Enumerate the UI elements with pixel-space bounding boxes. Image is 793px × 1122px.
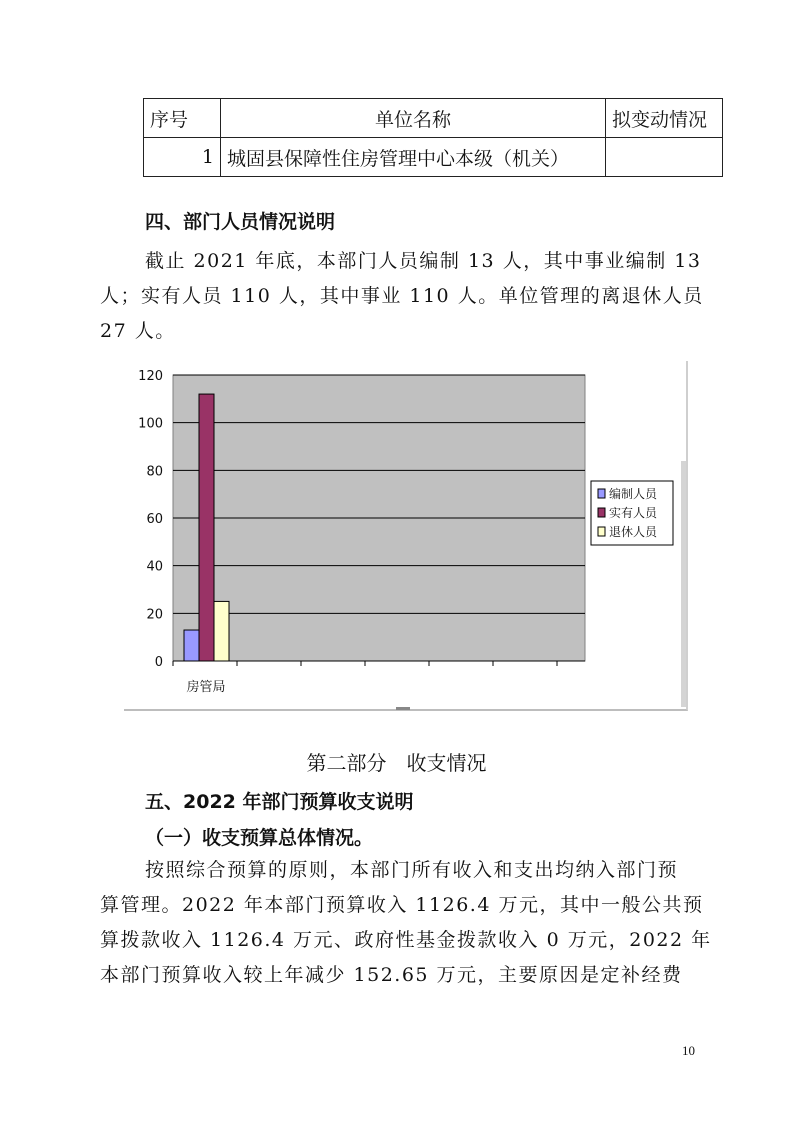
section4-heading: 四、部门人员情况说明 bbox=[145, 211, 336, 233]
section4-line-2: 人；实有人员 110 人，其中事业 110 人。单位管理的离退休人员 bbox=[100, 285, 704, 307]
y-tick-label: 100 bbox=[138, 416, 163, 432]
unit-table bbox=[143, 98, 723, 177]
y-tick-label: 60 bbox=[146, 512, 163, 527]
y-tick-label: 80 bbox=[146, 464, 163, 480]
y-tick-label: 0 bbox=[154, 655, 163, 670]
section4-line-3: 27 人。 bbox=[100, 320, 176, 342]
table-header-row bbox=[144, 99, 723, 138]
header-unit-name: 单位名称 bbox=[221, 99, 606, 138]
legend-label: 退休人员 bbox=[609, 525, 658, 539]
section4-paragraph bbox=[145, 244, 725, 279]
legend-swatch bbox=[598, 527, 605, 536]
y-tick-label: 120 bbox=[138, 369, 163, 384]
page-number: 10 bbox=[682, 1043, 695, 1058]
header-seq: 序号 bbox=[144, 99, 221, 138]
cell-unit-name: 城固县保障性住房管理中心本级（机关） bbox=[221, 138, 606, 177]
part2-paragraph bbox=[145, 853, 725, 888]
part2-line-3: 算拨款收入 1126.4 万元、政府性基金拨款收入 0 万元，2022 年 bbox=[100, 929, 712, 951]
part2-line-1: 按照综合预算的原则，本部门所有收入和支出均纳入部门预 bbox=[145, 859, 679, 881]
section4-line-1: 截止 2021 年底，本部门人员编制 13 人，其中事业编制 13 bbox=[145, 250, 702, 272]
bar-3 bbox=[214, 601, 229, 661]
x-tick-label: 房管局 bbox=[186, 680, 226, 695]
part2-line-4: 本部门预算收入较上年减少 152.65 万元，主要原因是定补经费 bbox=[100, 964, 683, 986]
cell-change bbox=[606, 138, 723, 177]
cell-seq: 1 bbox=[144, 138, 221, 177]
legend-label: 实有人员 bbox=[609, 506, 658, 520]
bar-2 bbox=[199, 394, 214, 661]
bar-1 bbox=[184, 630, 199, 661]
chart-scrollbar bbox=[681, 461, 686, 707]
legend-swatch bbox=[598, 508, 605, 517]
y-tick-label: 40 bbox=[146, 559, 163, 575]
part2-title: 第二部分 收支情况 bbox=[306, 751, 487, 775]
legend-label: 编制人员 bbox=[609, 487, 658, 501]
part2-line-2: 算管理。2022 年本部门预算收入 1126.4 万元，其中一般公共预 bbox=[100, 894, 704, 916]
tick-layer bbox=[138, 369, 163, 670]
table-row bbox=[144, 138, 723, 177]
chart-resize-handle-icon bbox=[396, 707, 410, 710]
section4-paragraph-cont bbox=[100, 279, 725, 349]
part2-paragraph-cont bbox=[100, 888, 725, 993]
section5-heading: 五、2022 年部门预算收支说明 bbox=[145, 791, 414, 813]
staff-chart bbox=[124, 361, 688, 711]
legend-swatch bbox=[598, 489, 605, 498]
y-tick-label: 20 bbox=[146, 607, 163, 623]
header-change: 拟变动情况 bbox=[606, 99, 723, 138]
subsection-heading: （一）收支预算总体情况。 bbox=[145, 827, 374, 849]
staff-chart-svg bbox=[124, 361, 684, 707]
